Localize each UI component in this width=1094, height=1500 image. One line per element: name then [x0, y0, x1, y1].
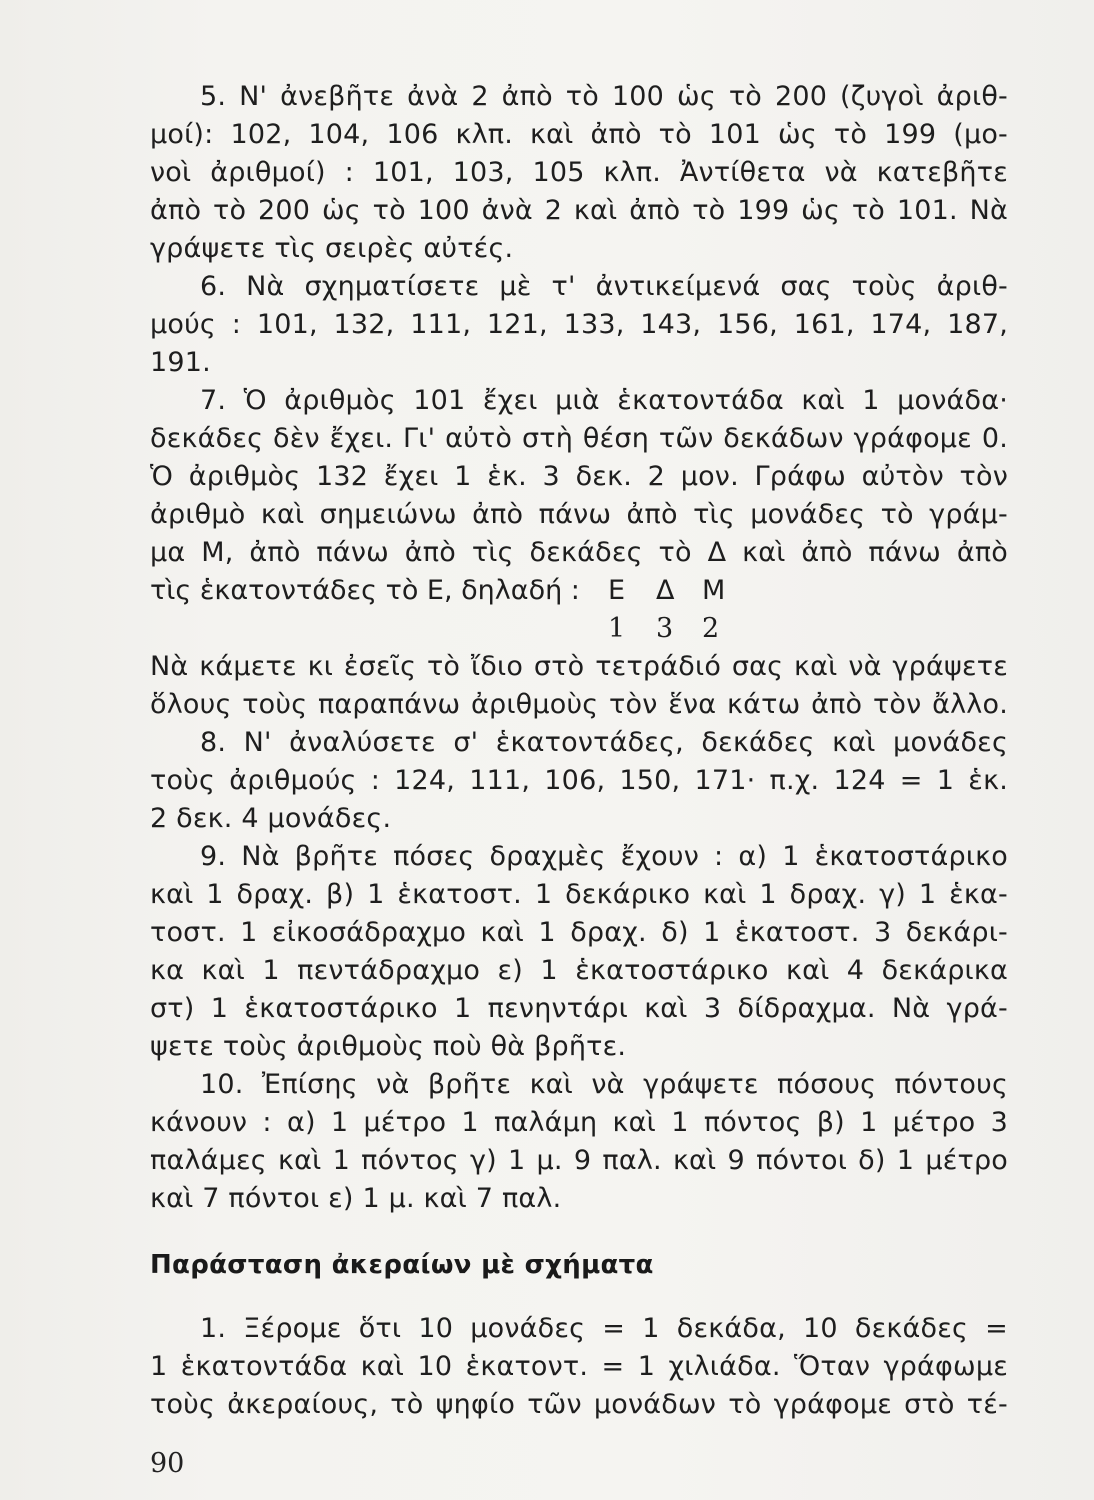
ex6-line-2: μούς : 101, 132, 111, 121, 133, 143, 156, 161, 174, 187, [150, 309, 1008, 340]
ex9-line-2: καὶ 1 δραχ. β) 1 ἑκατοστ. 1 δεκάρικο καὶ 1 δραχ. γ) 1 ἑκα- [150, 879, 1008, 910]
section-heading: Παράσταση ἀκεραίων μὲ σχήματα [150, 1250, 654, 1280]
ex5-line-5: γράψετε τὶς σειρὲς αὐτές. [150, 233, 514, 264]
place-letter-tens: Δ [656, 575, 675, 606]
ex6-line-1: 6. Νὰ σχηματίσετε μὲ τ' ἀντικείμενά σας τοὺς ἀριθ- [200, 271, 1008, 302]
ex7-line-2: δεκάδες δὲν ἔχει. Γι' αὐτὸ στὴ θέση τῶν δεκάδων γράφομε 0. [150, 423, 1008, 454]
ex5-line-2: μοί): 102, 104, 106 κλπ. καὶ ἀπὸ τὸ 101 ὡς τὸ 199 (μο- [150, 119, 1008, 150]
place-digit-units: 2 [702, 613, 720, 644]
section-line-2: 1 ἑκατοντάδα καὶ 10 ἑκατοντ. = 1 χιλιάδα. Ὅταν γράφωμε [150, 1351, 1008, 1382]
ex6-line-3: 191. [150, 347, 211, 378]
ex8-line-1: 8. Ν' ἀναλύσετε σ' ἑκατοντάδες, δεκάδες καὶ μονάδες [200, 727, 1008, 758]
ex7-line-5: μα Μ, ἀπὸ πάνω ἀπὸ τὶς δεκάδες τὸ Δ καὶ ἀπὸ πάνω ἀπὸ [150, 537, 1008, 568]
ex10-line-4: καὶ 7 πόντοι ε) 1 μ. καὶ 7 παλ. [150, 1183, 562, 1214]
section-line-1: 1. Ξέρομε ὅτι 10 μονάδες = 1 δεκάδα, 10 δεκάδες = [200, 1313, 1008, 1344]
section-line-3: τοὺς ἀκεραίους, τὸ ψηφίο τῶν μονάδων τὸ γράφομε στὸ τέ- [150, 1389, 1008, 1420]
ex9-line-6: ψετε τοὺς ἀριθμοὺς ποὺ θὰ βρῆτε. [150, 1031, 627, 1062]
page-number: 90 [150, 1448, 185, 1479]
ex8-line-2: τοὺς ἀριθμούς : 124, 111, 106, 150, 171· π.χ. 124 = 1 ἑκ. [150, 765, 1008, 796]
place-digit-hundreds: 1 [608, 613, 626, 644]
ex7-tail-line-2: ὅλους τοὺς παραπάνω ἀριθμοὺς τὸν ἕνα κάτω ἀπὸ τὸν ἄλλο. [150, 689, 1008, 720]
ex9-line-4: κα καὶ 1 πεντάδραχμο ε) 1 ἑκατοστάρικο καὶ 4 δεκάρικα [150, 955, 1008, 986]
ex9-line-3: τοστ. 1 εἰκοσάδραχμο καὶ 1 δραχ. δ) 1 ἑκατοστ. 3 δεκάρι- [150, 917, 1008, 948]
place-letter-units: Μ [702, 575, 726, 606]
ex7-tail-line-1: Νὰ κάμετε κι ἐσεῖς τὸ ἴδιο στὸ τετράδιό σας καὶ νὰ γράψετε [150, 651, 1008, 682]
ex7-line-1: 7. Ὁ ἀριθμὸς 101 ἔχει μιὰ ἑκατοντάδα καὶ 1 μονάδα· [200, 385, 1008, 416]
ex10-line-2: κάνουν : α) 1 μέτρο 1 παλάμη καὶ 1 πόντος β) 1 μέτρο 3 [150, 1107, 1008, 1138]
ex5-line-4: ἀπὸ τὸ 200 ὡς τὸ 100 ἀνὰ 2 καὶ ἀπὸ τὸ 199 ὡς τὸ 101. Νὰ [150, 195, 1008, 226]
ex5-line-1: 5. Ν' ἀνεβῆτε ἀνὰ 2 ἀπὸ τὸ 100 ὡς τὸ 200 (ζυγοὶ ἀριθ- [200, 81, 1008, 112]
place-digit-tens: 3 [656, 613, 674, 644]
ex8-line-3: 2 δεκ. 4 μονάδες. [150, 803, 392, 834]
ex10-line-1: 10. Ἐπίσης νὰ βρῆτε καὶ νὰ γράψετε πόσους πόντους [200, 1069, 1008, 1100]
ex7-line-3: Ὁ ἀριθμὸς 132 ἔχει 1 ἑκ. 3 δεκ. 2 μον. Γράφω αὐτὸν τὸν [150, 461, 1008, 492]
ex10-line-3: παλάμες καὶ 1 πόντος γ) 1 μ. 9 παλ. καὶ 9 πόντοι δ) 1 μέτρο [150, 1145, 1008, 1176]
ex9-line-1: 9. Νὰ βρῆτε πόσες δραχμὲς ἔχουν : α) 1 ἑκατοστάρικο [200, 841, 1008, 872]
ex9-line-5: στ) 1 ἑκατοστάρικο 1 πενηντάρι καὶ 3 δίδραχμα. Νὰ γρά- [150, 993, 1008, 1024]
place-letter-hundreds: Ε [608, 575, 626, 606]
ex7-line-4: ἀριθμὸ καὶ σημειώνω ἀπὸ πάνω ἀπὸ τὶς μονάδες τὸ γράμ- [150, 499, 1008, 530]
ex5-line-3: νοὶ ἀριθμοί) : 101, 103, 105 κλπ. Ἀντίθετα νὰ κατεβῆτε [150, 157, 1008, 188]
ex7-line-6: τὶς ἑκατοντάδες τὸ Ε, δηλαδή : [150, 575, 580, 606]
